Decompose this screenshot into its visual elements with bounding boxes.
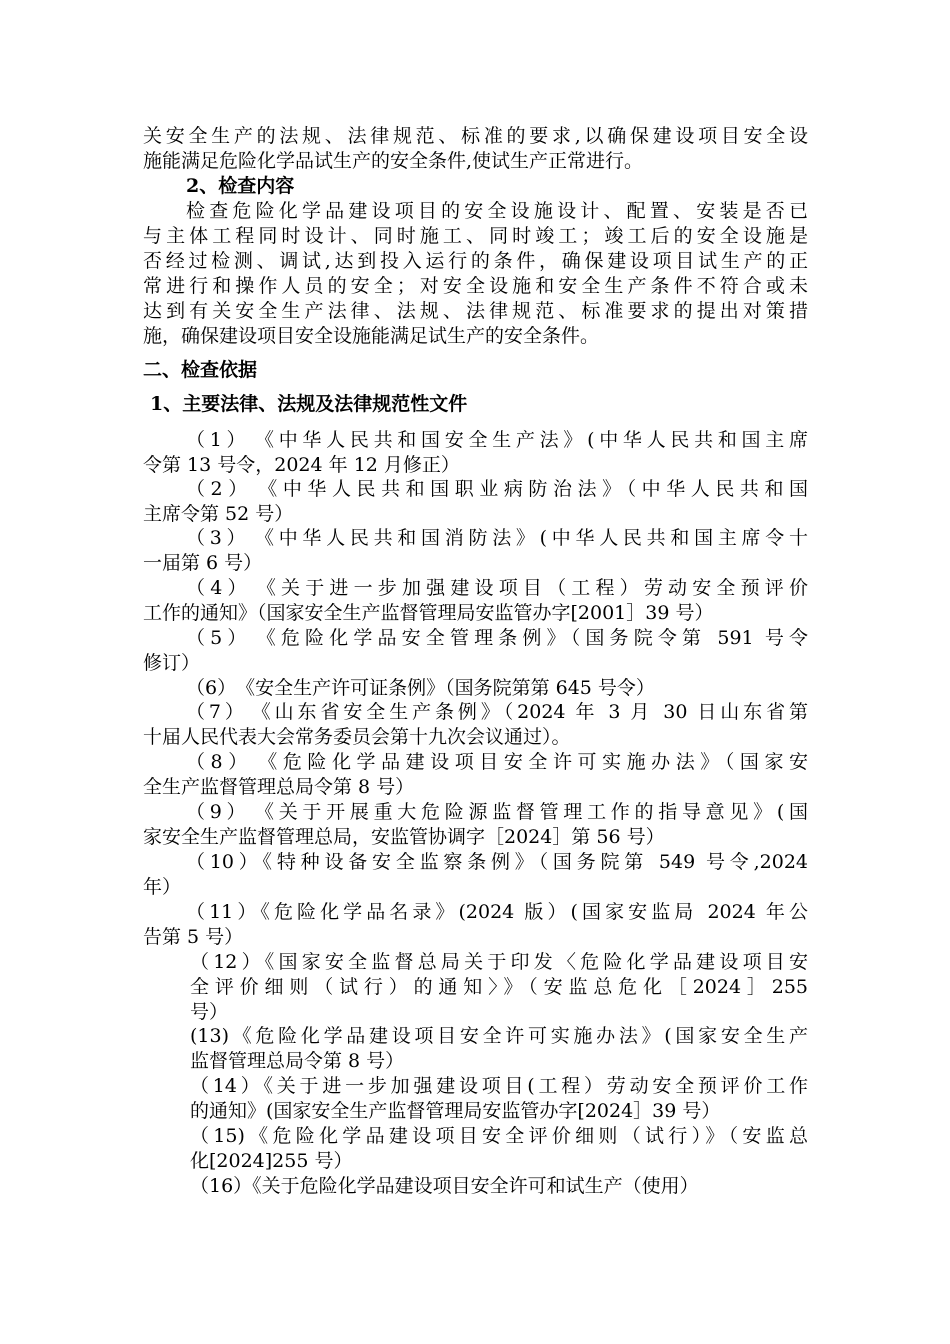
check-content-line-3: 否经过检测、调试,达到投入运行的条件，确保建设项目试生产的正 — [143, 250, 808, 272]
item-4-line-1: （4） 《关于进一步加强建设项目（工程）劳动安全预评价 — [186, 577, 808, 599]
check-content-line-6: 施，确保建设项目安全设施能满足试生产的安全条件。 — [143, 325, 600, 347]
item-14-line-2: 的通知》(国家安全生产监督管理局安监管办字[2024］39 号） — [190, 1100, 721, 1122]
item-4-line-2: 工作的通知》（国家安全生产监督管理局安监管办字[2001］39 号） — [143, 602, 714, 624]
check-content-line-1: 检查危险化学品建设项目的安全设施设计、配置、安装是否已 — [186, 200, 808, 222]
item-15-line-1: （15)《危险化学品建设项目安全评价细则（试行）》（安监总 — [190, 1125, 808, 1147]
item-9-line-1: （9） 《关于开展重大危险源监督管理工作的指导意见》(国 — [186, 801, 808, 823]
item-1-line-1: （1） 《中华人民共和国安全生产法》(中华人民共和国主席 — [186, 429, 808, 451]
item-3-line-1: （3） 《中华人民共和国消防法》(中华人民共和国主席令十 — [186, 527, 808, 549]
item-12-line-3: 号） — [190, 1001, 229, 1023]
item-7-line-2: 十届人民代表大会常务委员会第十九次会议通过）。 — [143, 726, 571, 748]
item-5-line-1: （5） 《危险化学品安全管理条例》（国务院令第 591 号令 — [186, 627, 808, 649]
item-16-line-1: （16）《关于危险化学品建设项目安全许可和试生产（使用） — [190, 1175, 699, 1197]
item-9-line-2: 家安全生产监督管理总局，安监管协调字［2024］第 56 号） — [143, 826, 665, 848]
item-11-line-2: 告第 5 号） — [143, 926, 244, 948]
item-11-line-1: （11）《危险化学品名录》(2024 版）(国家安监局 2024 年公 — [186, 901, 808, 923]
check-content-heading: 2、检查内容 — [186, 175, 295, 197]
item-12-line-1: （12）《国家安全监督总局关于印发〈危险化学品建设项目安 — [190, 951, 808, 973]
item-6-line-1: （6） 《安全生产许可证条例》（国务院第第 645 号令） — [186, 677, 655, 699]
check-content-line-5: 达到有关安全生产法律、法规、法律规范、标准要求的提出对策措 — [143, 300, 808, 322]
item-1-line-2: 令第 13 号令，2024 年 12 月修正） — [143, 454, 460, 476]
check-content-line-2: 与主体工程同时设计、同时施工、同时竣工；竣工后的安全设施是 — [143, 225, 808, 247]
item-14-line-1: （14）《关于进一步加强建设项目(工程）劳动安全预评价工作 — [190, 1075, 808, 1097]
basis-heading: 二、检查依据 — [143, 359, 258, 381]
item-13-line-2: 监督管理总局令第 8 号） — [190, 1050, 405, 1072]
intro-line-2: 施能满足危险化学品试生产的安全条件,使试生产正常进行。 — [143, 150, 644, 172]
check-content-line-4: 常进行和操作人员的安全；对安全设施和安全生产条件不符合或未 — [143, 275, 808, 297]
item-10-line-2: 年） — [143, 876, 182, 898]
intro-line-1: 关安全生产的法规、法律规范、标准的要求,以确保建设项目安全设 — [143, 125, 808, 147]
item-10-line-1: （10）《特种设备安全监察条例》（国务院第 549 号令,2024 — [186, 851, 808, 873]
item-8-line-2: 全生产监督管理总局令第 8 号） — [143, 776, 415, 798]
item-5-line-2: 修订） — [143, 652, 201, 674]
item-13-line-1: (13)《危险化学品建设项目安全许可实施办法》(国家安全生产 — [190, 1025, 808, 1047]
item-8-line-1: （8） 《危险化学品建设项目安全许可实施办法》（国家安 — [186, 751, 808, 773]
item-2-line-2: 主席令第 52 号） — [143, 503, 294, 525]
item-2-line-1: （2） 《中华人民共和国职业病防治法》（中华人民共和国 — [186, 478, 808, 500]
item-12-line-2: 全评价细则（试行）的通知〉》（安监总危化［2024］255 — [190, 976, 808, 998]
item-3-line-2: 一届第 6 号） — [143, 552, 263, 574]
item-7-line-1: （7） 《山东省安全生产条例》（2024 年 3 月 30 日山东省第 — [186, 701, 808, 723]
basis-subheading: 1、主要法律、法规及法律规范性文件 — [150, 393, 468, 415]
item-15-line-2: 化[2024]255 号） — [190, 1150, 353, 1172]
